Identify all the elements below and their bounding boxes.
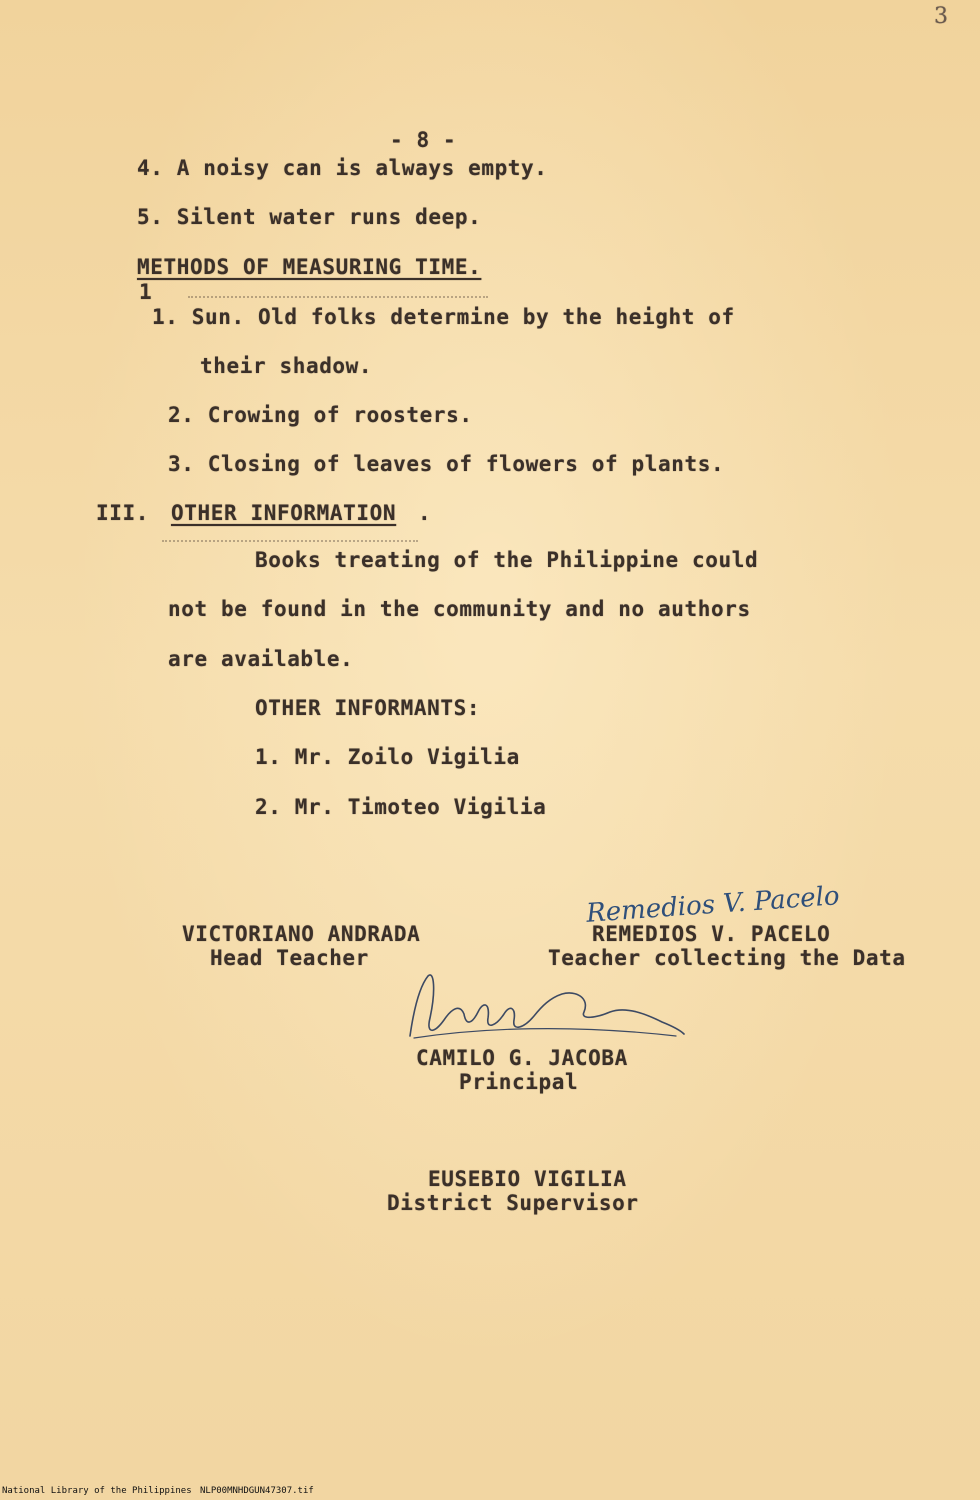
proverb-4: 4. A noisy can is always empty. xyxy=(137,156,548,180)
teacher-title: Teacher collecting the Data xyxy=(548,946,906,970)
other-info-line-3: are available. xyxy=(168,647,354,671)
proverb-5: 5. Silent water runs deep. xyxy=(137,205,482,229)
corner-page-mark: 3 xyxy=(934,4,949,29)
principal-name: CAMILO G. JACOBA xyxy=(416,1046,628,1070)
informant-1: 1. Mr. Zoilo Vigilia xyxy=(255,745,520,769)
informant-2: 2. Mr. Timoteo Vigilia xyxy=(255,795,547,819)
method-item-1: 1. Sun. Old folks determine by the height of xyxy=(152,305,735,329)
dotted-rule xyxy=(162,540,418,542)
other-info-line-2: not be found in the community and no authors xyxy=(168,597,751,621)
teacher-name: REMEDIOS V. PACELO xyxy=(592,922,831,946)
method-item-3: 3. Closing of leaves of flowers of plants. xyxy=(168,452,725,476)
footer-library: National Library of the Philippines xyxy=(2,1486,192,1496)
other-info-heading: OTHER INFORMATION xyxy=(171,501,397,525)
marginal-note: 1 xyxy=(139,280,153,304)
supervisor-name: EUSEBIO VIGILIA xyxy=(428,1167,627,1191)
informants-heading: OTHER INFORMANTS: xyxy=(255,696,481,720)
method-item-1-cont: their shadow. xyxy=(200,354,373,378)
head-teacher-title: Head Teacher xyxy=(210,946,369,970)
teacher-signature: Remedios V. Pacelo xyxy=(585,881,841,929)
other-info-line-1: Books treating of the Philippine could xyxy=(255,548,759,572)
footer-file: NLP00MNHDGUN47307.tif xyxy=(200,1486,314,1496)
other-info-heading-period: . xyxy=(418,501,432,525)
principal-signature xyxy=(400,968,690,1048)
page-number: - 8 - xyxy=(390,128,457,152)
methods-heading: METHODS OF MEASURING TIME. xyxy=(137,255,482,279)
principal-title: Principal xyxy=(459,1070,579,1094)
supervisor-title: District Supervisor xyxy=(387,1191,639,1215)
head-teacher-name: VICTORIANO ANDRADA xyxy=(182,922,421,946)
dotted-rule xyxy=(188,296,488,298)
method-item-2: 2. Crowing of roosters. xyxy=(168,403,473,427)
section-numeral: III. xyxy=(96,501,149,525)
